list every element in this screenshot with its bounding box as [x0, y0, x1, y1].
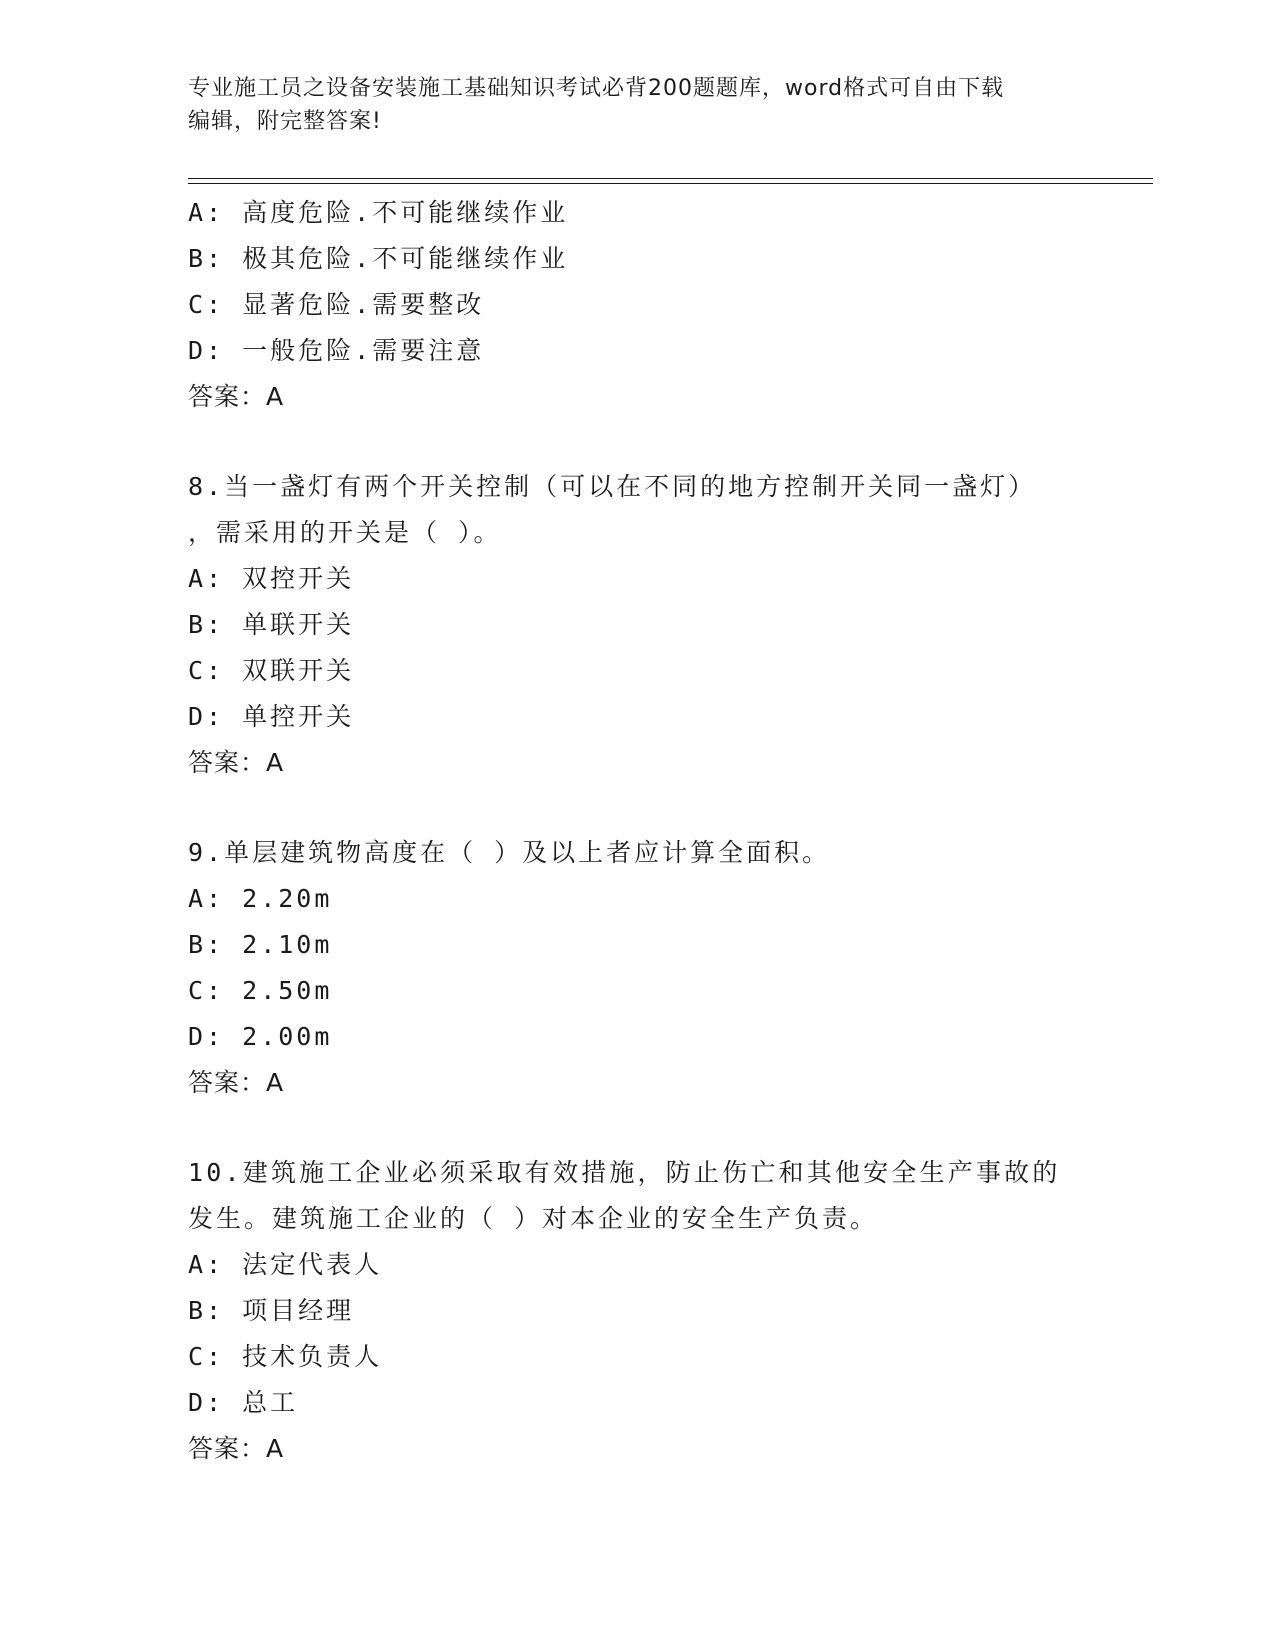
option-d: D: 2.00m — [188, 1022, 333, 1051]
document-header — [188, 72, 1088, 138]
question-9 — [188, 830, 1148, 1106]
option-b: B: 极其危险.不可能继续作业 — [188, 244, 569, 273]
option-b: B: 单联开关 — [188, 610, 355, 639]
question-10 — [188, 1150, 1148, 1472]
option-d: D: 单控开关 — [188, 702, 355, 731]
question-stem-continued: ，需采用的开关是（ ）。 — [188, 518, 502, 547]
option-c: C: 技术负责人 — [188, 1342, 383, 1371]
option-a: A: 法定代表人 — [188, 1250, 383, 1279]
option-a: A: 2.20m — [188, 884, 333, 913]
question-stem-continued: 发生。建筑施工企业的（ ）对本企业的安全生产负责。 — [188, 1204, 879, 1233]
answer-label: 答案：A — [188, 1068, 285, 1097]
header-divider-top — [188, 178, 1153, 179]
header-title-line1: 专业施工员之设备安装施工基础知识考试必背200题题库，word格式可自由下载 — [188, 76, 1005, 101]
option-c: C: 2.50m — [188, 976, 333, 1005]
option-c: C: 双联开关 — [188, 656, 355, 685]
question-stem: 9.单层建筑物高度在（ ）及以上者应计算全面积。 — [188, 838, 831, 867]
option-c: C: 显著危险.需要整改 — [188, 290, 485, 319]
question-stem: 8.当一盏灯有两个开关控制（可以在不同的地方控制开关同一盏灯） — [188, 472, 1037, 501]
spacer — [188, 1106, 1148, 1150]
option-d: D: 总工 — [188, 1388, 299, 1417]
option-a: A: 双控开关 — [188, 564, 355, 593]
question-8 — [188, 464, 1148, 786]
answer-label: 答案：A — [188, 382, 285, 411]
question-stem: 10.建筑施工企业必须采取有效措施，防止伤亡和其他安全生产事故的 — [188, 1158, 1061, 1187]
header-title-line2: 编辑，附完整答案! — [188, 109, 382, 134]
answer-label: 答案：A — [188, 748, 285, 777]
option-b: B: 2.10m — [188, 930, 333, 959]
spacer — [188, 786, 1148, 830]
answer-label: 答案：A — [188, 1434, 285, 1463]
question-7 — [188, 190, 1148, 420]
option-b: B: 项目经理 — [188, 1296, 355, 1325]
question-list — [188, 190, 1148, 1472]
header-divider-bottom — [188, 183, 1153, 184]
option-a: A: 高度危险.不可能继续作业 — [188, 198, 569, 227]
spacer — [188, 420, 1148, 464]
option-d: D: 一般危险.需要注意 — [188, 336, 485, 365]
